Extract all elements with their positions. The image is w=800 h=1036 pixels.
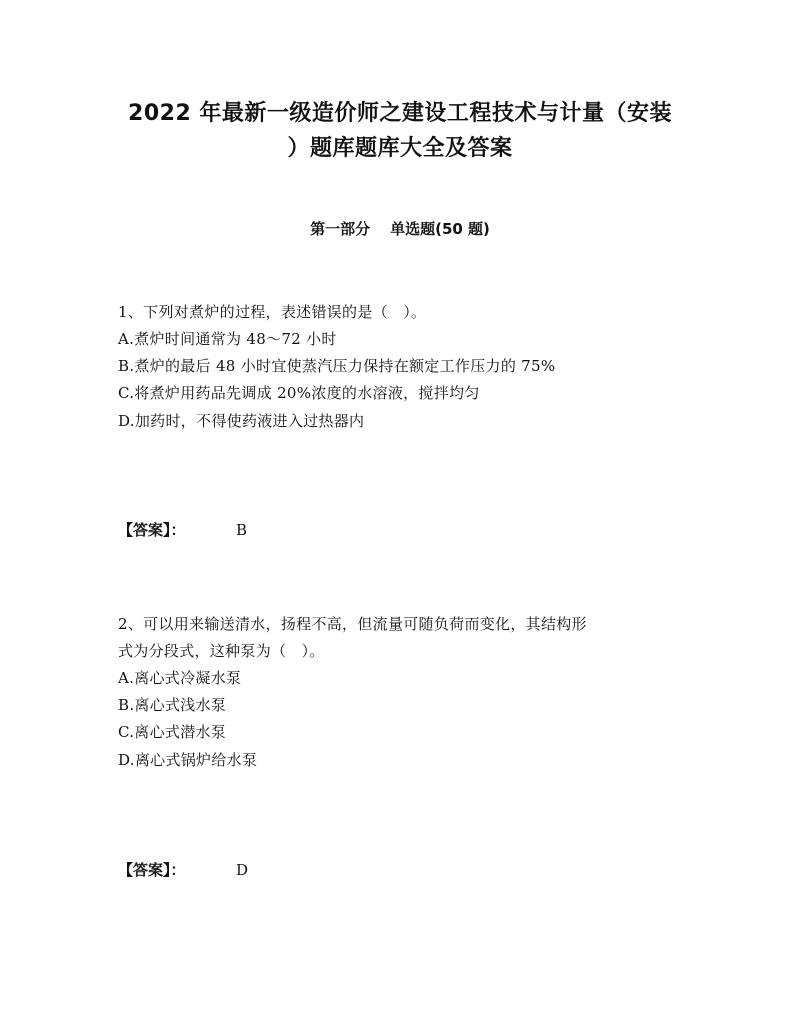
question-1-option-c: C.将煮炉用药品先调成 20%浓度的水溶液，搅拌均匀 xyxy=(118,384,480,402)
document-title-line-1: 2022 年最新一级造价师之建设工程技术与计量（安装 xyxy=(128,101,672,126)
question-2-option-a: A.离心式冷凝水泵 xyxy=(118,669,242,687)
question-2-option-d: D.离心式锅炉给水泵 xyxy=(118,751,258,769)
question-2-option-b: B.离心式浅水泵 xyxy=(118,696,227,714)
question-2-option-c: C.离心式潜水泵 xyxy=(118,723,227,741)
answer-label: 【答案】： xyxy=(118,861,186,879)
answer-value: B xyxy=(236,521,248,539)
section-heading xyxy=(100,218,700,239)
question-1-stem: 1、下列对煮炉的过程，表述错误的是（ ）。 xyxy=(118,303,427,321)
question-1-option-a: A.煮炉时间通常为 48～72 小时 xyxy=(118,330,337,348)
question-2-answer xyxy=(118,860,248,880)
document-title-line-2: ）题库题库大全及答案 xyxy=(287,136,513,161)
answer-value: D xyxy=(236,861,249,879)
question-2-stem-line-1: 2、可以用来输送清水，扬程不高，但流量可随负荷而变化，其结构形 xyxy=(118,615,587,633)
question-1-option-b: B.煮炉的最后 48 小时宜使蒸汽压力保持在额定工作压力的 75% xyxy=(118,357,556,375)
section-part-label: 第一部分 xyxy=(310,220,371,238)
question-1-answer xyxy=(118,520,247,540)
section-type-label: 单选题(50 题) xyxy=(390,220,490,238)
question-2-stem-line-2: 式为分段式，这种泵为（ ）。 xyxy=(118,642,325,660)
question-1-option-d: D.加药时，不得使药液进入过热器内 xyxy=(118,412,365,430)
answer-label: 【答案】： xyxy=(118,521,186,539)
